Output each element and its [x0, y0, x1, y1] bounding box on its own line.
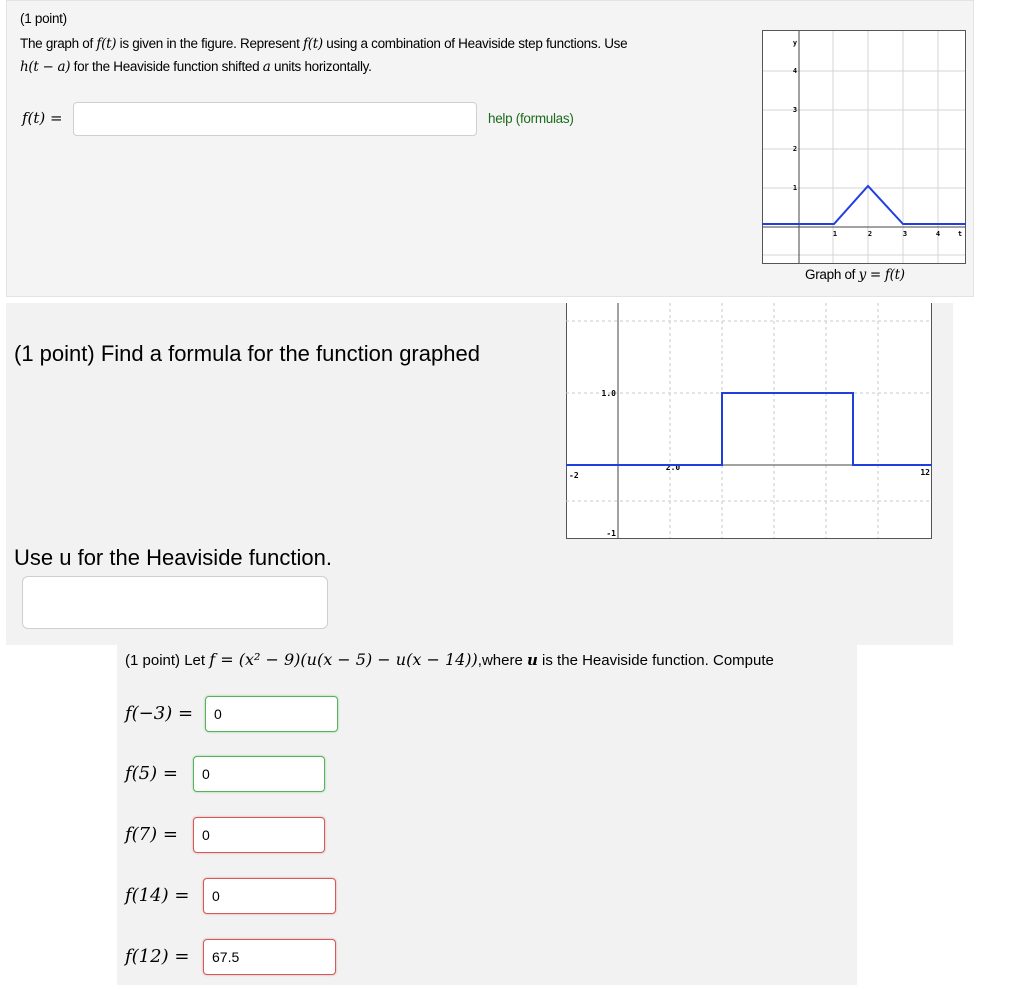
t-axis-label: t	[957, 230, 963, 238]
f-14-answer-input[interactable]	[203, 878, 336, 914]
y-tick-3: 3	[792, 106, 798, 114]
problem-1-graph	[762, 30, 966, 264]
y-min-label: -1	[606, 529, 616, 538]
f-5-answer-input[interactable]	[193, 756, 325, 792]
x-min-label: -2	[569, 471, 579, 480]
x-max-label: 12	[920, 468, 930, 477]
f-7-answer-input[interactable]	[193, 817, 325, 853]
y-tick-1: 1	[792, 184, 798, 192]
t-tick-2: 2	[867, 230, 873, 238]
f-t-answer-input[interactable]	[73, 102, 477, 136]
h-shift-math: h(t − a)	[20, 59, 71, 75]
y-axis-label: y	[792, 39, 798, 47]
y-tick-label: 1.0	[601, 389, 616, 398]
row-label-f-5: f(5) =	[125, 763, 178, 784]
f-of-t-math: f(t)	[96, 36, 117, 52]
t-tick-4: 4	[935, 230, 941, 238]
row-label-f-12: f(12) =	[125, 946, 190, 967]
problem-2-panel	[6, 303, 953, 645]
t-tick-3: 3	[902, 230, 908, 238]
problem-1-panel	[6, 0, 974, 297]
f-neg3-answer-input[interactable]	[205, 696, 338, 732]
problem-1-statement-line1: The graph of f(t) is given in the figure. Represent f(t) using a combination of Heaviside step functions. Use	[20, 36, 628, 52]
y-tick-4: 4	[792, 67, 798, 75]
answer-label-f-t: f(t) =	[22, 109, 63, 127]
f-of-t-math: f(t)	[303, 36, 323, 52]
y-tick-2: 2	[792, 145, 798, 153]
graph-background	[567, 303, 932, 538]
t-tick-1: 1	[832, 230, 838, 238]
graph-caption: Graph of y = f(t)	[805, 267, 905, 283]
u-var-math: u	[526, 651, 538, 669]
problem-3-panel	[117, 645, 857, 985]
row-label-f-14: f(14) =	[125, 885, 190, 906]
a-var-math: a	[262, 59, 271, 75]
problem-2-prompt: (1 point) Find a formula for the function graphed	[14, 341, 480, 366]
problem-1-statement-line2: h(t − a) for the Heaviside function shifted a units horizontally.	[20, 59, 372, 75]
help-formulas-link[interactable]: help (formulas)	[488, 111, 574, 126]
problem-1-points: (1 point)	[20, 11, 67, 26]
problem-2-answer-input[interactable]	[22, 576, 328, 629]
f-12-answer-input[interactable]	[203, 939, 336, 975]
x-tick-label: 2.0	[665, 463, 681, 472]
problem-2-instruction: Use u for the Heaviside function.	[14, 545, 332, 570]
row-label-f-7: f(7) =	[125, 824, 178, 845]
problem-2-graph	[566, 303, 933, 539]
f-definition-math: f = (x² − 9)(u(x − 5) − u(x − 14))	[209, 650, 478, 669]
row-label-f-neg3: f(−3) =	[125, 703, 194, 724]
problem-3-statement: (1 point) Let f = (x² − 9)(u(x − 5) − u(x − 14)),where u is the Heaviside function. Compute	[125, 650, 774, 669]
